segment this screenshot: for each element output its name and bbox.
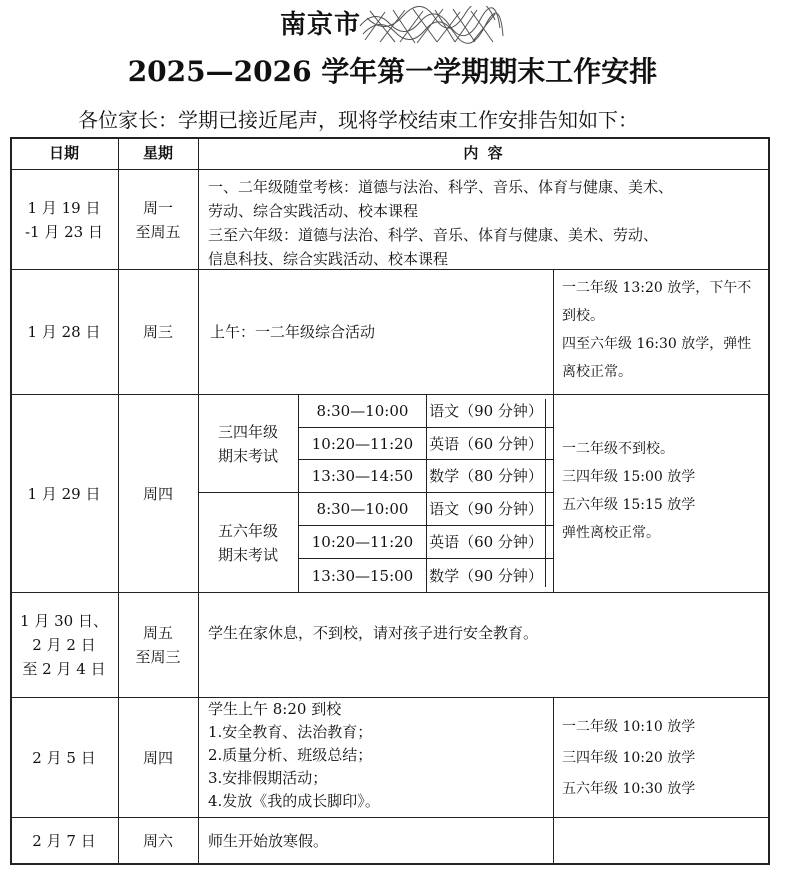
exam-group-34: 三四年级 期末考试 (217, 422, 278, 465)
row3-note: 一二年级不到校。 三四年级 15:00 放学 五六年级 15:15 放学 弹性离校正常。 (562, 441, 696, 541)
redaction-scribble (355, 6, 505, 46)
row2-content: 上午：一二年级综合活动 (210, 323, 376, 341)
row3-date: 1 月 29 日 (27, 484, 101, 503)
row1-weekday: 周一 至周五 (135, 198, 181, 241)
row6-content: 师生开始放寒假。 (208, 831, 329, 850)
exam-subject: 语文（90 分钟） (429, 500, 543, 518)
row2-date: 1 月 28 日 (27, 323, 101, 341)
row6-date: 2 月 7 日 (32, 831, 96, 850)
schedule-table (10, 137, 770, 865)
row3-weekday: 周四 (142, 484, 173, 503)
row5-content: 学生上午 8:20 到校 1.安全教育、法治教育； 2.质量分析、班级总结； 3.安排假期活动； 4.发放《我的成长脚印》。 (208, 700, 380, 810)
exam-time: 13:30—15:00 (311, 566, 414, 585)
row4-weekday: 周五 至周三 (135, 624, 181, 666)
header-weekday: 星期 (142, 144, 173, 162)
row2-note: 一二年级 13:20 放学，下午不 到校。 四至六年级 16:30 放学，弹性 离校正常。 (562, 280, 752, 380)
row1-content: 一、二年级随堂考核：道德与法治、科学、音乐、体育与健康、美术、 劳动、综合实践活动、校本课程 三至六年级：道德与法治、科学、音乐、体育与健康、美术、劳动、 信息科技、综合实践活动、校本课程 (208, 178, 674, 268)
intro-text: 各位家长：学期已接近尾声，现将学校结束工作安排告知如下： (78, 108, 638, 132)
exam-time: 8:30—10:00 (316, 402, 409, 420)
exam-time: 10:20—11:20 (311, 533, 414, 551)
row2-weekday: 周三 (142, 323, 173, 341)
row5-date: 2 月 5 日 (32, 748, 96, 767)
exam-subject: 数学（80 分钟） (429, 467, 543, 485)
row4-content: 学生在家休息，不到校，请对孩子进行安全教育。 (208, 624, 539, 642)
row1-date: 1 月 19 日 -1 月 23 日 (24, 198, 103, 241)
exam-time: 8:30—10:00 (316, 500, 409, 518)
row6-weekday: 周六 (142, 831, 173, 850)
page-title: 2025—2026 学年第一学期期末工作安排 (127, 55, 658, 88)
exam-group-56: 五六年级 期末考试 (217, 521, 278, 564)
exam-time: 10:20—11:20 (311, 434, 414, 453)
row5-note: 一二年级 10:10 放学 三四年级 10:20 放学 五六年级 10:30 放学 (562, 719, 696, 797)
row4-date: 1 月 30 日、 2 月 2 日 至 2 月 4 日 (20, 612, 108, 678)
header-content: 内 容 (463, 144, 505, 162)
exam-time: 13:30—14:50 (311, 467, 414, 485)
school-name: 南京市 (0, 4, 785, 46)
exam-subject: 英语（60 分钟） (429, 434, 543, 453)
row5-weekday: 周四 (142, 748, 173, 767)
exam-subject: 语文（90 分钟） (429, 402, 543, 420)
exam-subject: 英语（60 分钟） (429, 533, 543, 551)
header-date: 日期 (48, 144, 79, 162)
exam-subject: 数学（90 分钟） (429, 566, 543, 585)
